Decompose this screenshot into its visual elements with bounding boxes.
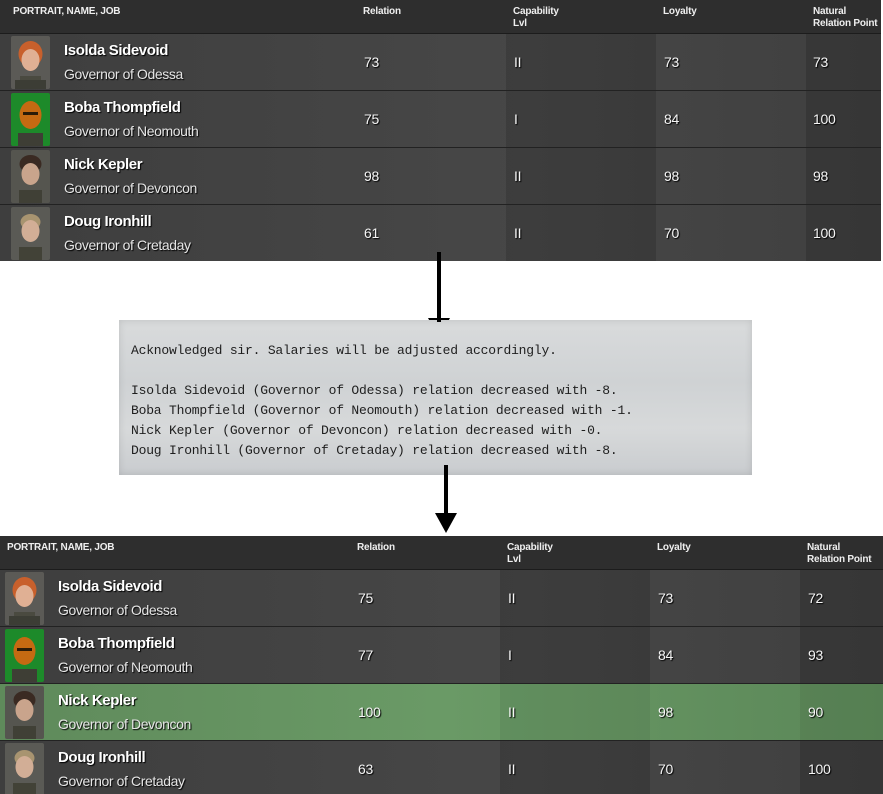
table-row[interactable] xyxy=(0,741,883,794)
capability-value: II xyxy=(508,761,516,777)
message-line: Isolda Sidevoid (Governor of Odessa) relation decreased with -8. xyxy=(131,383,618,398)
loyalty-value: 73 xyxy=(664,54,679,70)
governor-job: Governor of Neomouth xyxy=(58,659,193,675)
header-natural-relation-point: Natural Relation Point xyxy=(813,6,878,29)
down-arrow-icon xyxy=(435,513,457,533)
relation-value: 75 xyxy=(364,111,379,127)
blond-man-portrait xyxy=(11,207,50,260)
relation-value: 61 xyxy=(364,225,379,241)
governor-job: Governor of Odessa xyxy=(58,602,177,618)
capability-value: II xyxy=(514,225,522,241)
relation-value: 100 xyxy=(358,704,381,720)
governor-job: Governor of Neomouth xyxy=(64,123,199,139)
governor-name: Nick Kepler xyxy=(58,692,137,709)
red-haired-woman-portrait xyxy=(11,36,50,89)
header-portrait-name-job: PORTRAIT, NAME, JOB xyxy=(13,6,121,17)
down-arrow-line xyxy=(444,465,448,517)
governor-job: Governor of Odessa xyxy=(64,66,183,82)
loyalty-value: 70 xyxy=(658,761,673,777)
message-line: Doug Ironhill (Governor of Cretaday) relation decreased with -8. xyxy=(131,443,618,458)
header-portrait-name-job: PORTRAIT, NAME, JOB xyxy=(7,542,115,553)
governor-job: Governor of Devoncon xyxy=(64,180,197,196)
table-row[interactable] xyxy=(0,570,883,627)
relation-value: 73 xyxy=(364,54,379,70)
natural-relation-value: 93 xyxy=(808,647,823,663)
natural-relation-value: 98 xyxy=(813,168,828,184)
table-row[interactable] xyxy=(0,148,881,205)
relation-value: 77 xyxy=(358,647,373,663)
loyalty-value: 73 xyxy=(658,590,673,606)
table-header xyxy=(0,536,883,570)
dark-haired-man-portrait xyxy=(5,686,44,739)
header-loyalty: Loyalty xyxy=(657,542,691,553)
relation-value: 98 xyxy=(364,168,379,184)
governor-name: Isolda Sidevoid xyxy=(64,42,169,59)
table-header xyxy=(0,0,881,34)
governor-table-after xyxy=(0,536,883,794)
loyalty-value: 84 xyxy=(664,111,679,127)
natural-relation-value: 100 xyxy=(813,111,836,127)
governor-name: Isolda Sidevoid xyxy=(58,578,163,595)
loyalty-value: 98 xyxy=(664,168,679,184)
capability-value: II xyxy=(508,704,516,720)
governor-name: Boba Thompfield xyxy=(58,635,175,652)
governor-name: Boba Thompfield xyxy=(64,99,181,116)
natural-relation-value: 100 xyxy=(813,225,836,241)
governor-job: Governor of Cretaday xyxy=(64,237,191,253)
header-relation: Relation xyxy=(363,6,401,17)
governor-job: Governor of Cretaday xyxy=(58,773,185,789)
governor-table-before xyxy=(0,0,881,261)
natural-relation-value: 73 xyxy=(813,54,828,70)
capability-value: II xyxy=(508,590,516,606)
governor-name: Doug Ironhill xyxy=(64,213,152,230)
capability-value: I xyxy=(514,111,518,127)
relation-value: 75 xyxy=(358,590,373,606)
table-row[interactable] xyxy=(0,34,881,91)
down-arrow-line xyxy=(437,252,441,322)
natural-relation-value: 90 xyxy=(808,704,823,720)
capability-value: I xyxy=(508,647,512,663)
natural-relation-value: 100 xyxy=(808,761,831,777)
natural-relation-value: 72 xyxy=(808,590,823,606)
capability-value: II xyxy=(514,54,522,70)
green-alien-portrait xyxy=(11,93,50,146)
governor-name: Doug Ironhill xyxy=(58,749,146,766)
header-loyalty: Loyalty xyxy=(663,6,697,17)
message-line: Nick Kepler (Governor of Devoncon) relation decreased with -0. xyxy=(131,423,603,438)
table-row[interactable] xyxy=(0,91,881,148)
capability-value: II xyxy=(514,168,522,184)
header-capability: Capability Lvl xyxy=(513,6,559,29)
governor-job: Governor of Devoncon xyxy=(58,716,191,732)
header-capability: Capability Lvl xyxy=(507,542,553,565)
header-natural-relation-point: Natural Relation Point xyxy=(807,542,872,565)
relation-value: 63 xyxy=(358,761,373,777)
message-line: Boba Thompfield (Governor of Neomouth) relation decreased with -1. xyxy=(131,403,633,418)
dark-haired-man-portrait xyxy=(11,150,50,203)
red-haired-woman-portrait xyxy=(5,572,44,625)
down-arrow-line xyxy=(437,318,441,322)
governor-name: Nick Kepler xyxy=(64,156,143,173)
blond-man-portrait xyxy=(5,743,44,794)
table-row-selected[interactable] xyxy=(0,684,883,741)
header-relation: Relation xyxy=(357,542,395,553)
message-line: Acknowledged sir. Salaries will be adjusted accordingly. xyxy=(131,343,557,358)
table-row[interactable] xyxy=(0,627,883,684)
message-dialog xyxy=(119,320,752,475)
loyalty-value: 70 xyxy=(664,225,679,241)
loyalty-value: 98 xyxy=(658,704,673,720)
loyalty-value: 84 xyxy=(658,647,673,663)
green-alien-portrait xyxy=(5,629,44,682)
